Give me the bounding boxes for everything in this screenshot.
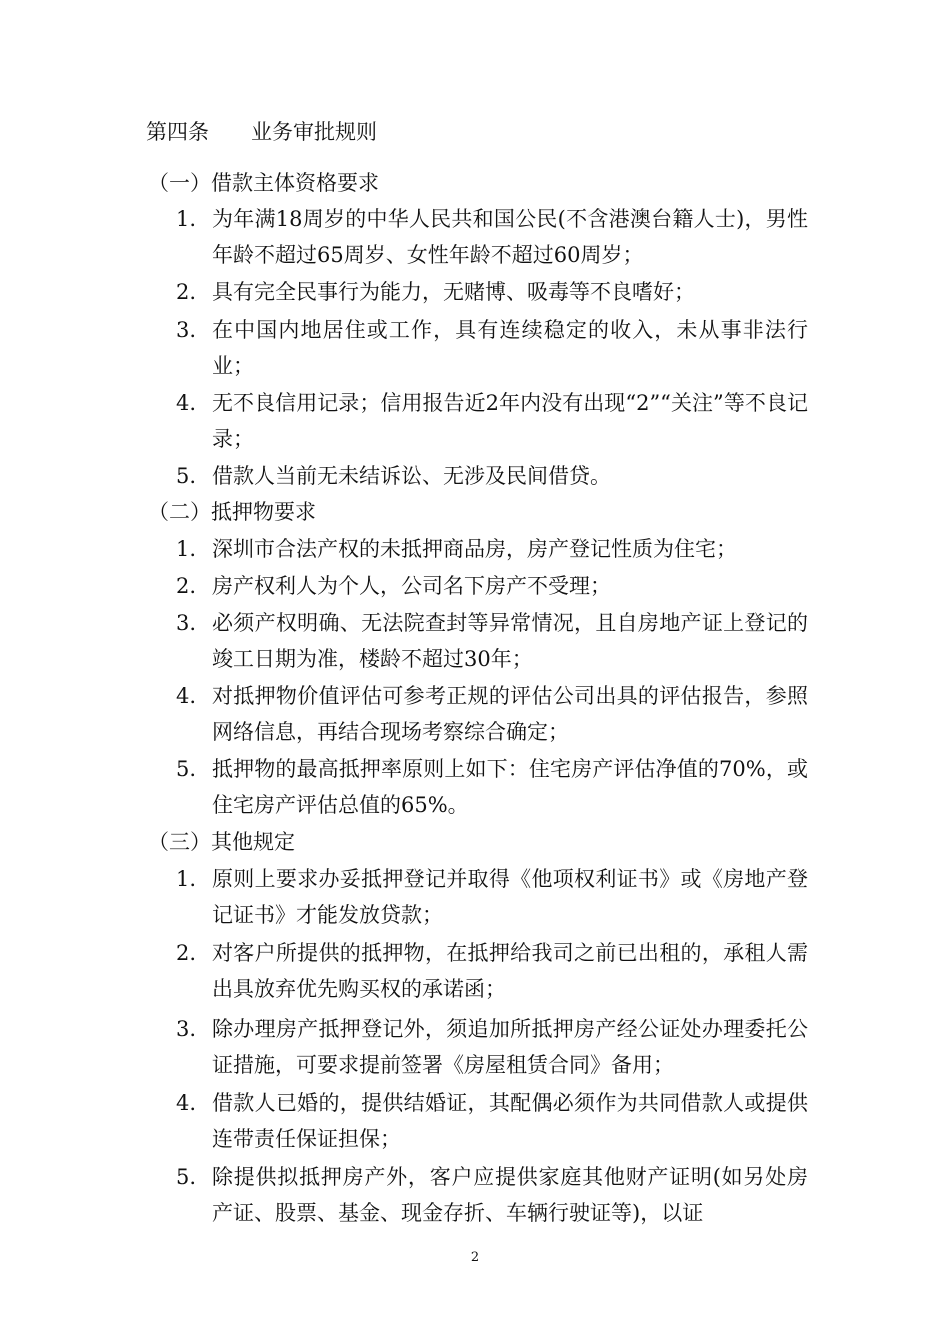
list-item [176,385,816,457]
item-text: 具有完全民事行为能力，无赌博、吸毒等不良嗜好； [212,280,695,304]
section-heading: （二）抵押物要求 [148,500,316,524]
list-item [176,1159,816,1231]
item-text: 在中国内地居住或工作，具有连续稳定的收入，未从事非法行业； [212,318,808,378]
list-item [176,531,816,567]
item-text: 为年满18周岁的中华人民共和国公民(不含港澳台籍人士)，男性年龄不超过65周岁、女性年龄不超过60周岁； [212,207,808,267]
item-text: 除提供拟抵押房产外，客户应提供家庭其他财产证明(如另处房产证、股票、基金、现金存折、车辆行驶证等)，以证 [212,1165,808,1225]
list-item [176,568,816,604]
list-item [176,861,816,933]
article-number: 第四条 [146,120,209,144]
item-text: 原则上要求办妥抵押登记并取得《他项权利证书》或《房地产登记证书》才能发放贷款； [212,867,808,927]
page-number: 2 [470,1250,480,1265]
item-number: 1. [176,867,197,891]
item-number: 2. [176,280,197,304]
item-number: 2. [176,941,197,965]
item-number: 3. [176,611,197,635]
item-number: 2. [176,574,197,598]
item-number: 3. [176,1017,197,1041]
list-item [176,605,816,677]
item-text: 深圳市合法产权的未抵押商品房，房产登记性质为住宅； [212,537,737,561]
list-item [176,274,816,310]
item-number: 3. [176,318,197,342]
section-heading: （一）借款主体资格要求 [148,171,379,195]
list-item [176,201,816,273]
list-item [176,935,816,1007]
item-text: 对抵押物价值评估可参考正规的评估公司出具的评估报告，参照网络信息，再结合现场考察综合确定； [212,684,808,744]
item-number: 5. [176,1165,197,1189]
item-number: 1. [176,207,197,231]
item-text: 借款人当前无未结诉讼、无涉及民间借贷。 [212,464,611,488]
list-item [176,1085,816,1157]
list-item [176,458,816,494]
item-number: 4. [176,684,197,708]
item-text: 借款人已婚的，提供结婚证，其配偶必须作为共同借款人或提供连带责任保证担保； [212,1091,808,1151]
item-text: 无不良信用记录；信用报告近2年内没有出现“2”“关注”等不良记录； [212,391,808,451]
item-text: 对客户所提供的抵押物，在抵押给我司之前已出租的，承租人需出具放弃优先购买权的承诺函； [212,941,808,1001]
item-number: 1. [176,537,197,561]
item-text: 房产权利人为个人，公司名下房产不受理； [212,574,611,598]
list-item [176,678,816,750]
item-text: 必须产权明确、无法院查封等异常情况，且自房地产证上登记的竣工日期为准，楼龄不超过30年； [212,611,808,671]
item-text: 抵押物的最高抵押率原则上如下：住宅房产评估净值的70%，或住宅房产评估总值的65%。 [212,757,808,817]
article-title: 业务审批规则 [251,120,377,144]
item-text: 除办理房产抵押登记外，须追加所抵押房产经公证处办理委托公证措施，可要求提前签署《房屋租赁合同》备用； [212,1017,808,1077]
item-number: 5. [176,464,197,488]
list-item [176,1011,816,1083]
list-item [176,751,816,823]
item-number: 5. [176,757,197,781]
list-item [176,312,816,384]
item-number: 4. [176,1091,197,1115]
item-number: 4. [176,391,197,415]
article-heading [146,117,377,147]
section-heading: （三）其他规定 [148,830,295,854]
